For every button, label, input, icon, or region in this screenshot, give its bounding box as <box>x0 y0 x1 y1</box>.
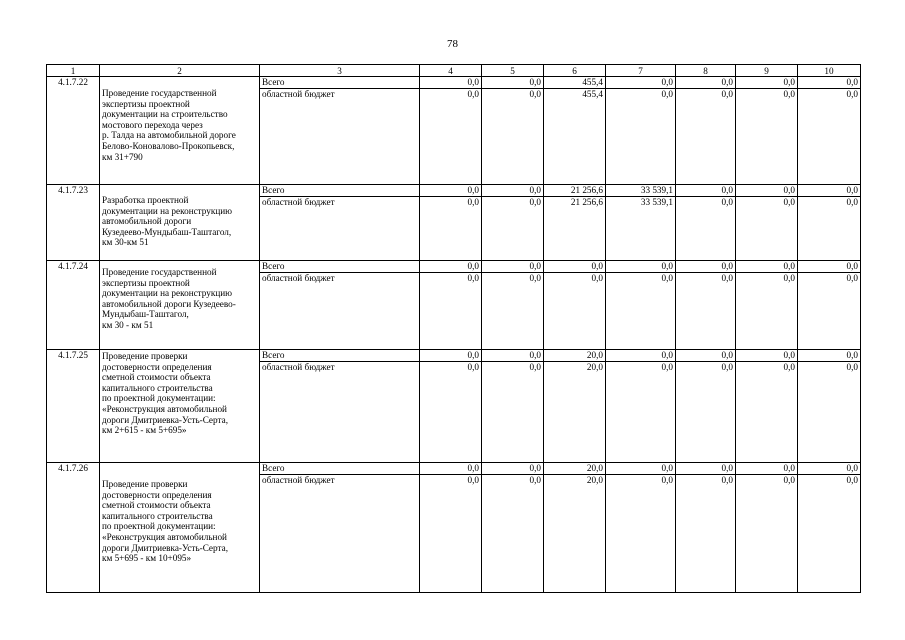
empty-cell <box>676 284 736 350</box>
empty-cell <box>676 373 736 463</box>
empty-cell <box>482 100 544 185</box>
value-cell: 0,0 <box>676 463 736 475</box>
item-code: 4.1.7.22 <box>47 77 100 185</box>
value-cell: 0,0 <box>676 89 736 101</box>
value-cell: 0,0 <box>798 463 861 475</box>
value-cell: 0,0 <box>736 350 798 362</box>
funding-source-label: Всего <box>260 77 420 89</box>
value-cell: 0,0 <box>420 350 482 362</box>
empty-cell <box>798 208 861 261</box>
value-cell: 0,0 <box>736 362 798 374</box>
value-cell: 20,0 <box>544 463 606 475</box>
empty-cell <box>676 208 736 261</box>
value-cell: 0,0 <box>736 185 798 197</box>
value-cell: 0,0 <box>676 350 736 362</box>
header-cell: 3 <box>260 65 420 77</box>
value-cell: 0,0 <box>736 463 798 475</box>
item-name: Разработка проектной документации на реконструкцию автомобильной дороги Кузедеево-Мундыбаш-Таштагол, км 30-км 51 <box>100 185 260 261</box>
empty-cell <box>798 100 861 185</box>
value-cell: 0,0 <box>482 273 544 285</box>
empty-cell <box>544 100 606 185</box>
value-cell: 0,0 <box>420 475 482 487</box>
value-cell: 21 256,6 <box>544 197 606 209</box>
table-row <box>47 261 861 273</box>
value-cell: 455,4 <box>544 77 606 89</box>
value-cell: 0,0 <box>606 77 676 89</box>
empty-cell <box>420 486 482 593</box>
item-name: Проведение государственной экспертизы проектной документации на реконструкцию автомобильной дороги Кузедеево- Мундыбаш-Таштагол, км 30 - км 51 <box>100 261 260 350</box>
value-cell: 0,0 <box>736 273 798 285</box>
item-code: 4.1.7.24 <box>47 261 100 350</box>
empty-cell <box>482 208 544 261</box>
value-cell: 0,0 <box>420 261 482 273</box>
value-cell: 0,0 <box>420 463 482 475</box>
value-cell: 0,0 <box>798 350 861 362</box>
table-row <box>47 463 861 475</box>
value-cell: 0,0 <box>482 350 544 362</box>
value-cell: 20,0 <box>544 362 606 374</box>
empty-cell <box>544 284 606 350</box>
empty-cell <box>606 208 676 261</box>
empty-cell <box>482 486 544 593</box>
value-cell: 0,0 <box>736 197 798 209</box>
value-cell: 0,0 <box>606 475 676 487</box>
funding-source-label: областной бюджет <box>260 273 420 285</box>
funding-source-label: областной бюджет <box>260 362 420 374</box>
value-cell: 0,0 <box>676 197 736 209</box>
empty-cell <box>420 208 482 261</box>
funding-source-label: Всего <box>260 261 420 273</box>
value-cell: 0,0 <box>676 362 736 374</box>
value-cell: 0,0 <box>736 475 798 487</box>
value-cell: 0,0 <box>676 273 736 285</box>
value-cell: 0,0 <box>676 77 736 89</box>
empty-cell <box>798 373 861 463</box>
table-row <box>47 77 861 89</box>
funding-source-label: областной бюджет <box>260 475 420 487</box>
empty-cell <box>482 284 544 350</box>
item-code: 4.1.7.25 <box>47 350 100 463</box>
value-cell: 0,0 <box>420 197 482 209</box>
value-cell: 0,0 <box>482 475 544 487</box>
empty-cell <box>798 284 861 350</box>
value-cell: 0,0 <box>606 463 676 475</box>
value-cell: 0,0 <box>676 475 736 487</box>
header-cell: 1 <box>47 65 100 77</box>
empty-cell <box>260 100 420 185</box>
item-code: 4.1.7.26 <box>47 463 100 593</box>
header-cell: 8 <box>676 65 736 77</box>
budget-table <box>46 64 861 593</box>
value-cell: 0,0 <box>676 185 736 197</box>
empty-cell <box>260 284 420 350</box>
value-cell: 0,0 <box>482 197 544 209</box>
value-cell: 0,0 <box>606 261 676 273</box>
header-cell: 6 <box>544 65 606 77</box>
empty-cell <box>482 373 544 463</box>
empty-cell <box>420 284 482 350</box>
header-cell: 5 <box>482 65 544 77</box>
empty-cell <box>420 373 482 463</box>
value-cell: 20,0 <box>544 475 606 487</box>
empty-cell <box>260 373 420 463</box>
header-cell: 4 <box>420 65 482 77</box>
value-cell: 0,0 <box>544 273 606 285</box>
header-cell: 9 <box>736 65 798 77</box>
value-cell: 0,0 <box>798 89 861 101</box>
value-cell: 0,0 <box>798 77 861 89</box>
empty-cell <box>736 100 798 185</box>
empty-cell <box>736 284 798 350</box>
value-cell: 0,0 <box>798 475 861 487</box>
empty-cell <box>420 100 482 185</box>
empty-cell <box>260 208 420 261</box>
item-name: Проведение проверки достоверности определения сметной стоимости объекта капитального строительства по проектной документации: «Реконструкция автомобильной дороги Дмитриевка-Усть-Серта, км 2+615 - км 5+695» <box>100 350 260 463</box>
value-cell: 0,0 <box>544 261 606 273</box>
empty-cell <box>544 486 606 593</box>
value-cell: 0,0 <box>606 89 676 101</box>
value-cell: 0,0 <box>798 362 861 374</box>
empty-cell <box>260 486 420 593</box>
value-cell: 0,0 <box>798 273 861 285</box>
value-cell: 33 539,1 <box>606 185 676 197</box>
empty-cell <box>736 486 798 593</box>
empty-cell <box>606 284 676 350</box>
empty-cell <box>544 373 606 463</box>
empty-cell <box>606 100 676 185</box>
table-row <box>47 185 861 197</box>
empty-cell <box>676 100 736 185</box>
item-name: Проведение проверки достоверности определения сметной стоимости объекта капитального строительства по проектной документации: «Реконструкция автомобильной дороги Дмитриевка-Усть-Серта, км 5+695 - км 10+095» <box>100 463 260 593</box>
value-cell: 0,0 <box>606 362 676 374</box>
value-cell: 0,0 <box>798 185 861 197</box>
empty-cell <box>798 486 861 593</box>
header-cell: 10 <box>798 65 861 77</box>
value-cell: 0,0 <box>420 273 482 285</box>
value-cell: 0,0 <box>736 261 798 273</box>
empty-cell <box>606 373 676 463</box>
funding-source-label: Всего <box>260 463 420 475</box>
funding-source-label: областной бюджет <box>260 197 420 209</box>
table-row <box>47 350 861 362</box>
value-cell: 0,0 <box>420 185 482 197</box>
value-cell: 0,0 <box>420 362 482 374</box>
value-cell: 0,0 <box>420 77 482 89</box>
value-cell: 0,0 <box>420 89 482 101</box>
value-cell: 0,0 <box>482 261 544 273</box>
value-cell: 0,0 <box>482 362 544 374</box>
value-cell: 0,0 <box>482 185 544 197</box>
value-cell: 0,0 <box>606 350 676 362</box>
value-cell: 0,0 <box>482 89 544 101</box>
value-cell: 0,0 <box>736 77 798 89</box>
empty-cell <box>544 208 606 261</box>
value-cell: 0,0 <box>676 261 736 273</box>
header-cell: 7 <box>606 65 676 77</box>
funding-source-label: Всего <box>260 350 420 362</box>
funding-source-label: областной бюджет <box>260 89 420 101</box>
value-cell: 0,0 <box>482 463 544 475</box>
value-cell: 0,0 <box>798 261 861 273</box>
value-cell: 33 539,1 <box>606 197 676 209</box>
header-cell: 2 <box>100 65 260 77</box>
value-cell: 0,0 <box>736 89 798 101</box>
empty-cell <box>606 486 676 593</box>
table-body <box>47 77 861 593</box>
empty-cell <box>736 373 798 463</box>
empty-cell <box>676 486 736 593</box>
page-number: 78 <box>447 38 458 50</box>
value-cell: 0,0 <box>798 197 861 209</box>
empty-cell <box>736 208 798 261</box>
value-cell: 0,0 <box>606 273 676 285</box>
value-cell: 21 256,6 <box>544 185 606 197</box>
funding-source-label: Всего <box>260 185 420 197</box>
item-name: Проведение государственной экспертизы проектной документации на строительство мостового перехода через р. Талда на автомобильной дороге Белово-Коновалово-Прокопьевск, км 31+790 <box>100 77 260 185</box>
item-code: 4.1.7.23 <box>47 185 100 261</box>
value-cell: 0,0 <box>482 77 544 89</box>
value-cell: 20,0 <box>544 350 606 362</box>
value-cell: 455,4 <box>544 89 606 101</box>
header-row <box>47 65 861 77</box>
